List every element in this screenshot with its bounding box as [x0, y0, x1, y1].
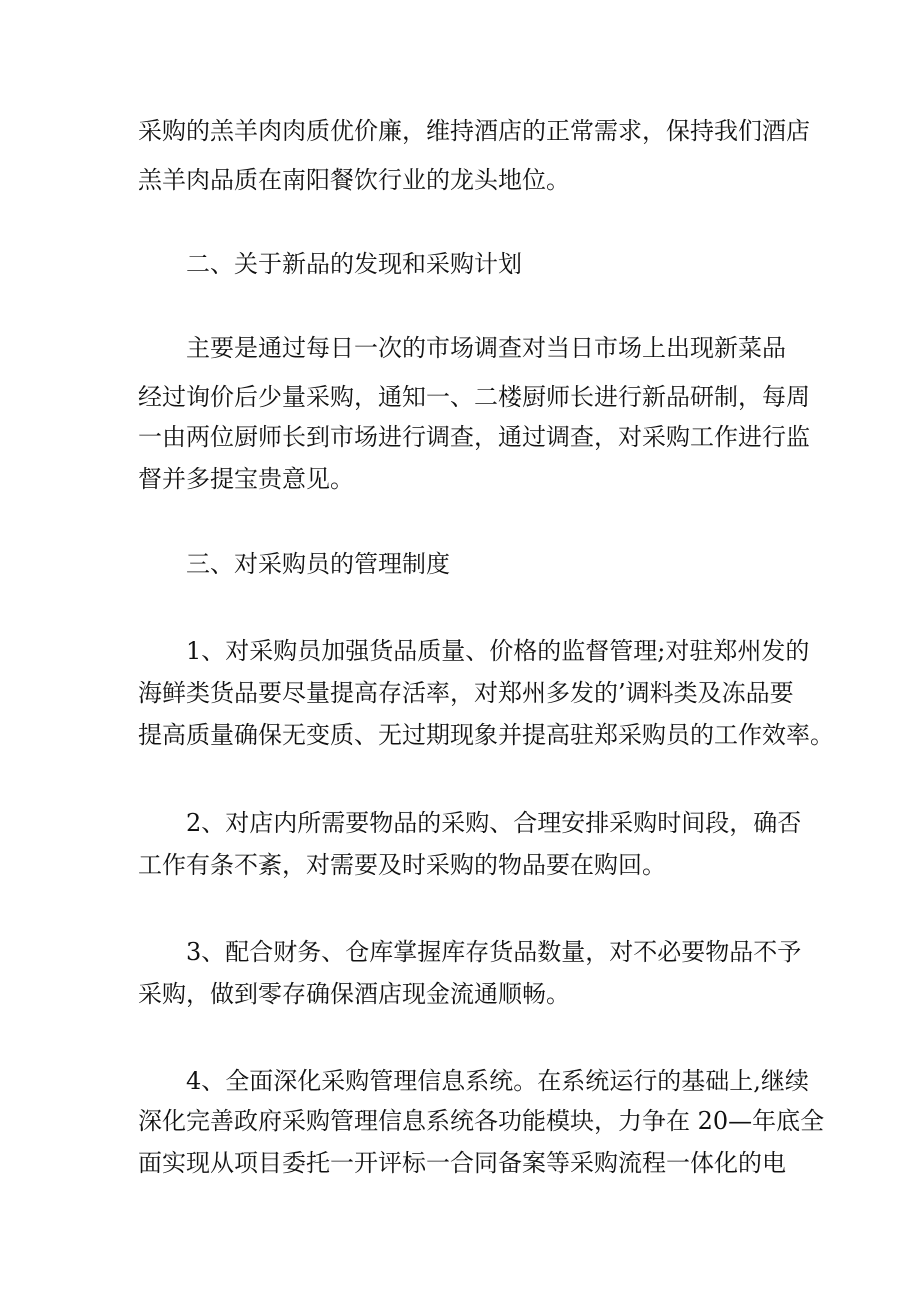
- paragraph-line: 一由两位厨师长到市场进行调查，通过调查，对采购工作进行监: [138, 423, 810, 451]
- paragraph-line: 羔羊肉品质在南阳餐饮行业的龙头地位。: [138, 166, 570, 194]
- paragraph-line: 深化完善政府采购管理信息系统各功能模块，力争在 20—年底全: [138, 1107, 825, 1135]
- paragraph-line: 主要是通过每日一次的市场调查对当日市场上出现新菜品: [186, 334, 786, 362]
- paragraph-line: 3、配合财务、仓库掌握库存货品数量，对不必要物品不予: [186, 938, 802, 966]
- paragraph-line: 海鲜类货品要尽量提高存活率，对郑州多发的’调料类及冻品要: [138, 679, 794, 707]
- paragraph-line: 2、对店内所需要物品的采购、合理安排采购时间段，确否: [186, 809, 802, 837]
- paragraph-line: 1、对采购员加强货品质量、价格的监督管理;对驻郑州发的: [186, 637, 810, 665]
- section-heading-buyer-management: 三、对采购员的管理制度: [186, 550, 450, 578]
- paragraph-line: 工作有条不紊，对需要及时采购的物品要在购回。: [138, 851, 666, 879]
- paragraph-line: 提高质量确保无变质、无过期现象并提高驻郑采购员的工作效率。: [138, 721, 834, 749]
- paragraph-line: 采购，做到零存确保酒店现金流通顺畅。: [138, 980, 570, 1008]
- paragraph-line: 经过询价后少量采购，通知一、二楼厨师长进行新品研制，每周: [138, 383, 810, 411]
- paragraph-line: 采购的羔羊肉肉质优价廉，维持酒店的正常需求，保持我们酒店: [138, 117, 810, 145]
- paragraph-line: 4、全面深化采购管理信息系统。在系统运行的基础上,继续: [186, 1067, 809, 1095]
- paragraph-line: 面实现从项目委托一开评标一合同备案等采购流程一体化的电: [138, 1149, 786, 1177]
- section-heading-new-products: 二、关于新品的发现和采购计划: [186, 250, 522, 278]
- paragraph-line: 督并多提宝贵意见。: [138, 465, 354, 493]
